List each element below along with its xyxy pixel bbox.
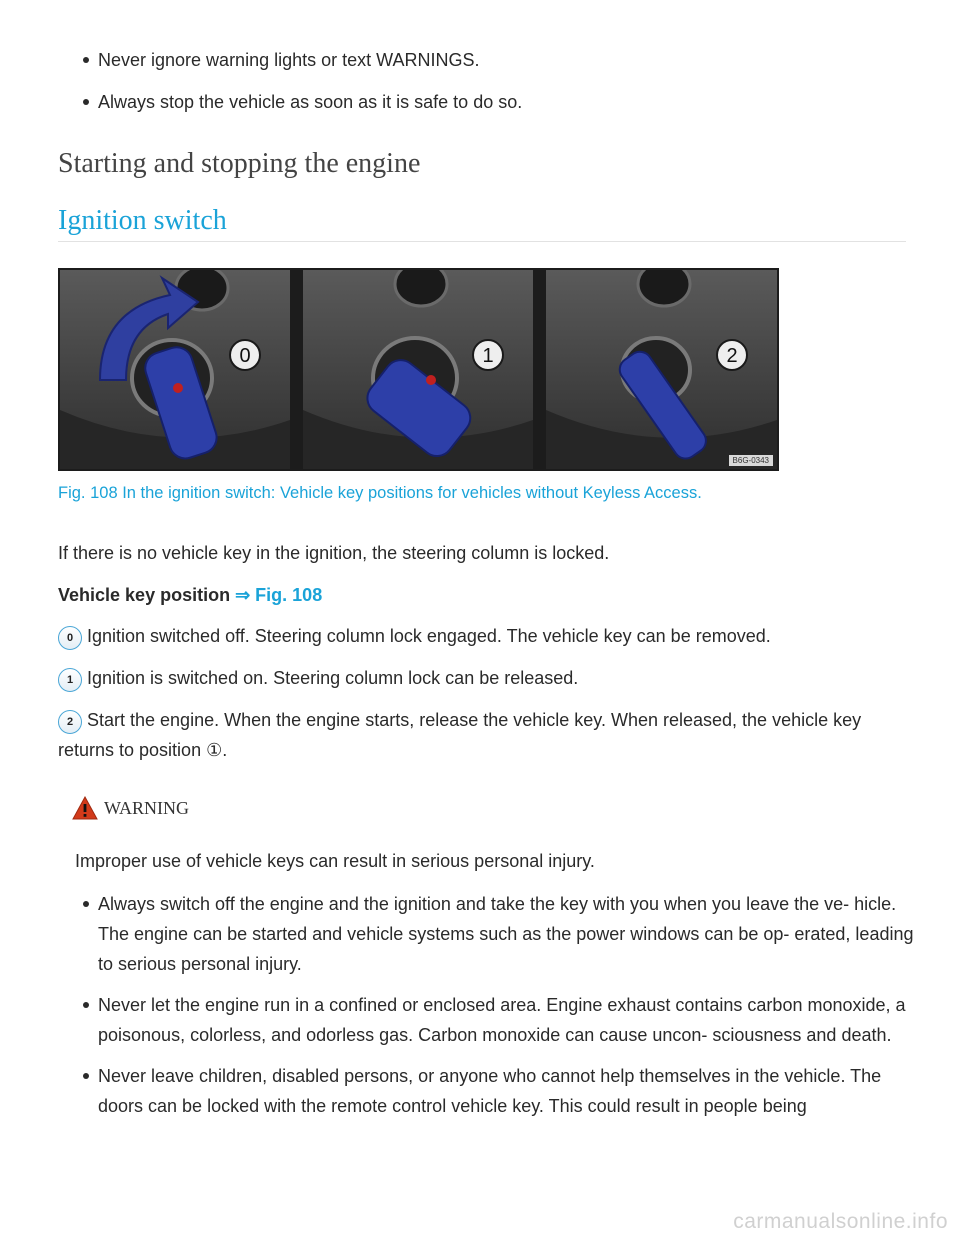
figure-reference-link[interactable]: ⇒ Fig. 108 (235, 585, 323, 605)
key-position-label: Vehicle key position (58, 585, 231, 605)
position-number-badge: 1 (58, 668, 82, 692)
position-number-badge: 2 (58, 710, 82, 734)
position-item (58, 705, 906, 765)
watermark: carmanualsonline.info (733, 1210, 948, 1233)
position-0-label (228, 338, 262, 372)
list-item: Never leave children, disabled persons, or anyone who cannot help themselves in the vehicle. The doors can be locked with the remote control vehicle key. This could result in people being (58, 1061, 918, 1121)
list-item: Never let the engine run in a confined or enclosed area. Engine exhaust contains carbon monoxide, a poisonous, colorless, and odorless gas. Carbon monoxide can cause uncon- sciousness and death. (58, 990, 918, 1050)
position-text: Ignition is switched on. Steering column lock can be released. (87, 668, 579, 688)
position-1-label (471, 338, 505, 372)
figure-panel-2 (546, 270, 777, 469)
top-bullet-list (58, 45, 918, 129)
figure-panel-0 (60, 270, 290, 469)
warning-label: WARNING (104, 797, 189, 818)
svg-text:0: 0 (239, 345, 251, 367)
list-item: Never ignore warning lights or text WARNINGS. (58, 45, 918, 75)
warning-bullet-list (58, 889, 918, 1132)
list-item: Always switch off the engine and the ignition and take the key with you when you leave the ve- hicle. The engine can be started and vehicle systems such as the power windows can be op- erated, leading to serious personal injury. (58, 889, 918, 979)
warning-header (72, 796, 189, 820)
position-item (58, 663, 906, 693)
position-2-label (715, 338, 749, 372)
figure-panel-1 (303, 270, 533, 469)
list-item: Always stop the vehicle as soon as it is safe to do so. (58, 87, 918, 117)
position-text: Start the engine. When the engine starts, release the vehicle key. When released, the vehicle key returns to position ①. (58, 710, 862, 760)
position-text: Ignition switched off. Steering column lock engaged. The vehicle key can be removed. (87, 626, 771, 646)
key-position-heading (58, 580, 906, 610)
svg-text:2: 2 (726, 345, 738, 367)
position-number-badge: 0 (58, 626, 82, 650)
svg-text:1: 1 (482, 345, 494, 367)
figure-code: B6G-0343 (729, 455, 773, 466)
subsection-title: Ignition switch (58, 205, 906, 242)
position-item (58, 621, 906, 651)
warning-intro: Improper use of vehicle keys can result in serious personal injury. (75, 851, 595, 871)
warning-triangle-icon (72, 796, 98, 820)
figure-caption: Fig. 108 In the ignition switch: Vehicle key positions for vehicles without Keyless Access. (58, 484, 702, 502)
intro-paragraph: If there is no vehicle key in the ignition, the steering column is locked. (58, 543, 610, 563)
figure-ignition-key-positions (58, 268, 779, 471)
section-title: Starting and stopping the engine (58, 148, 421, 179)
